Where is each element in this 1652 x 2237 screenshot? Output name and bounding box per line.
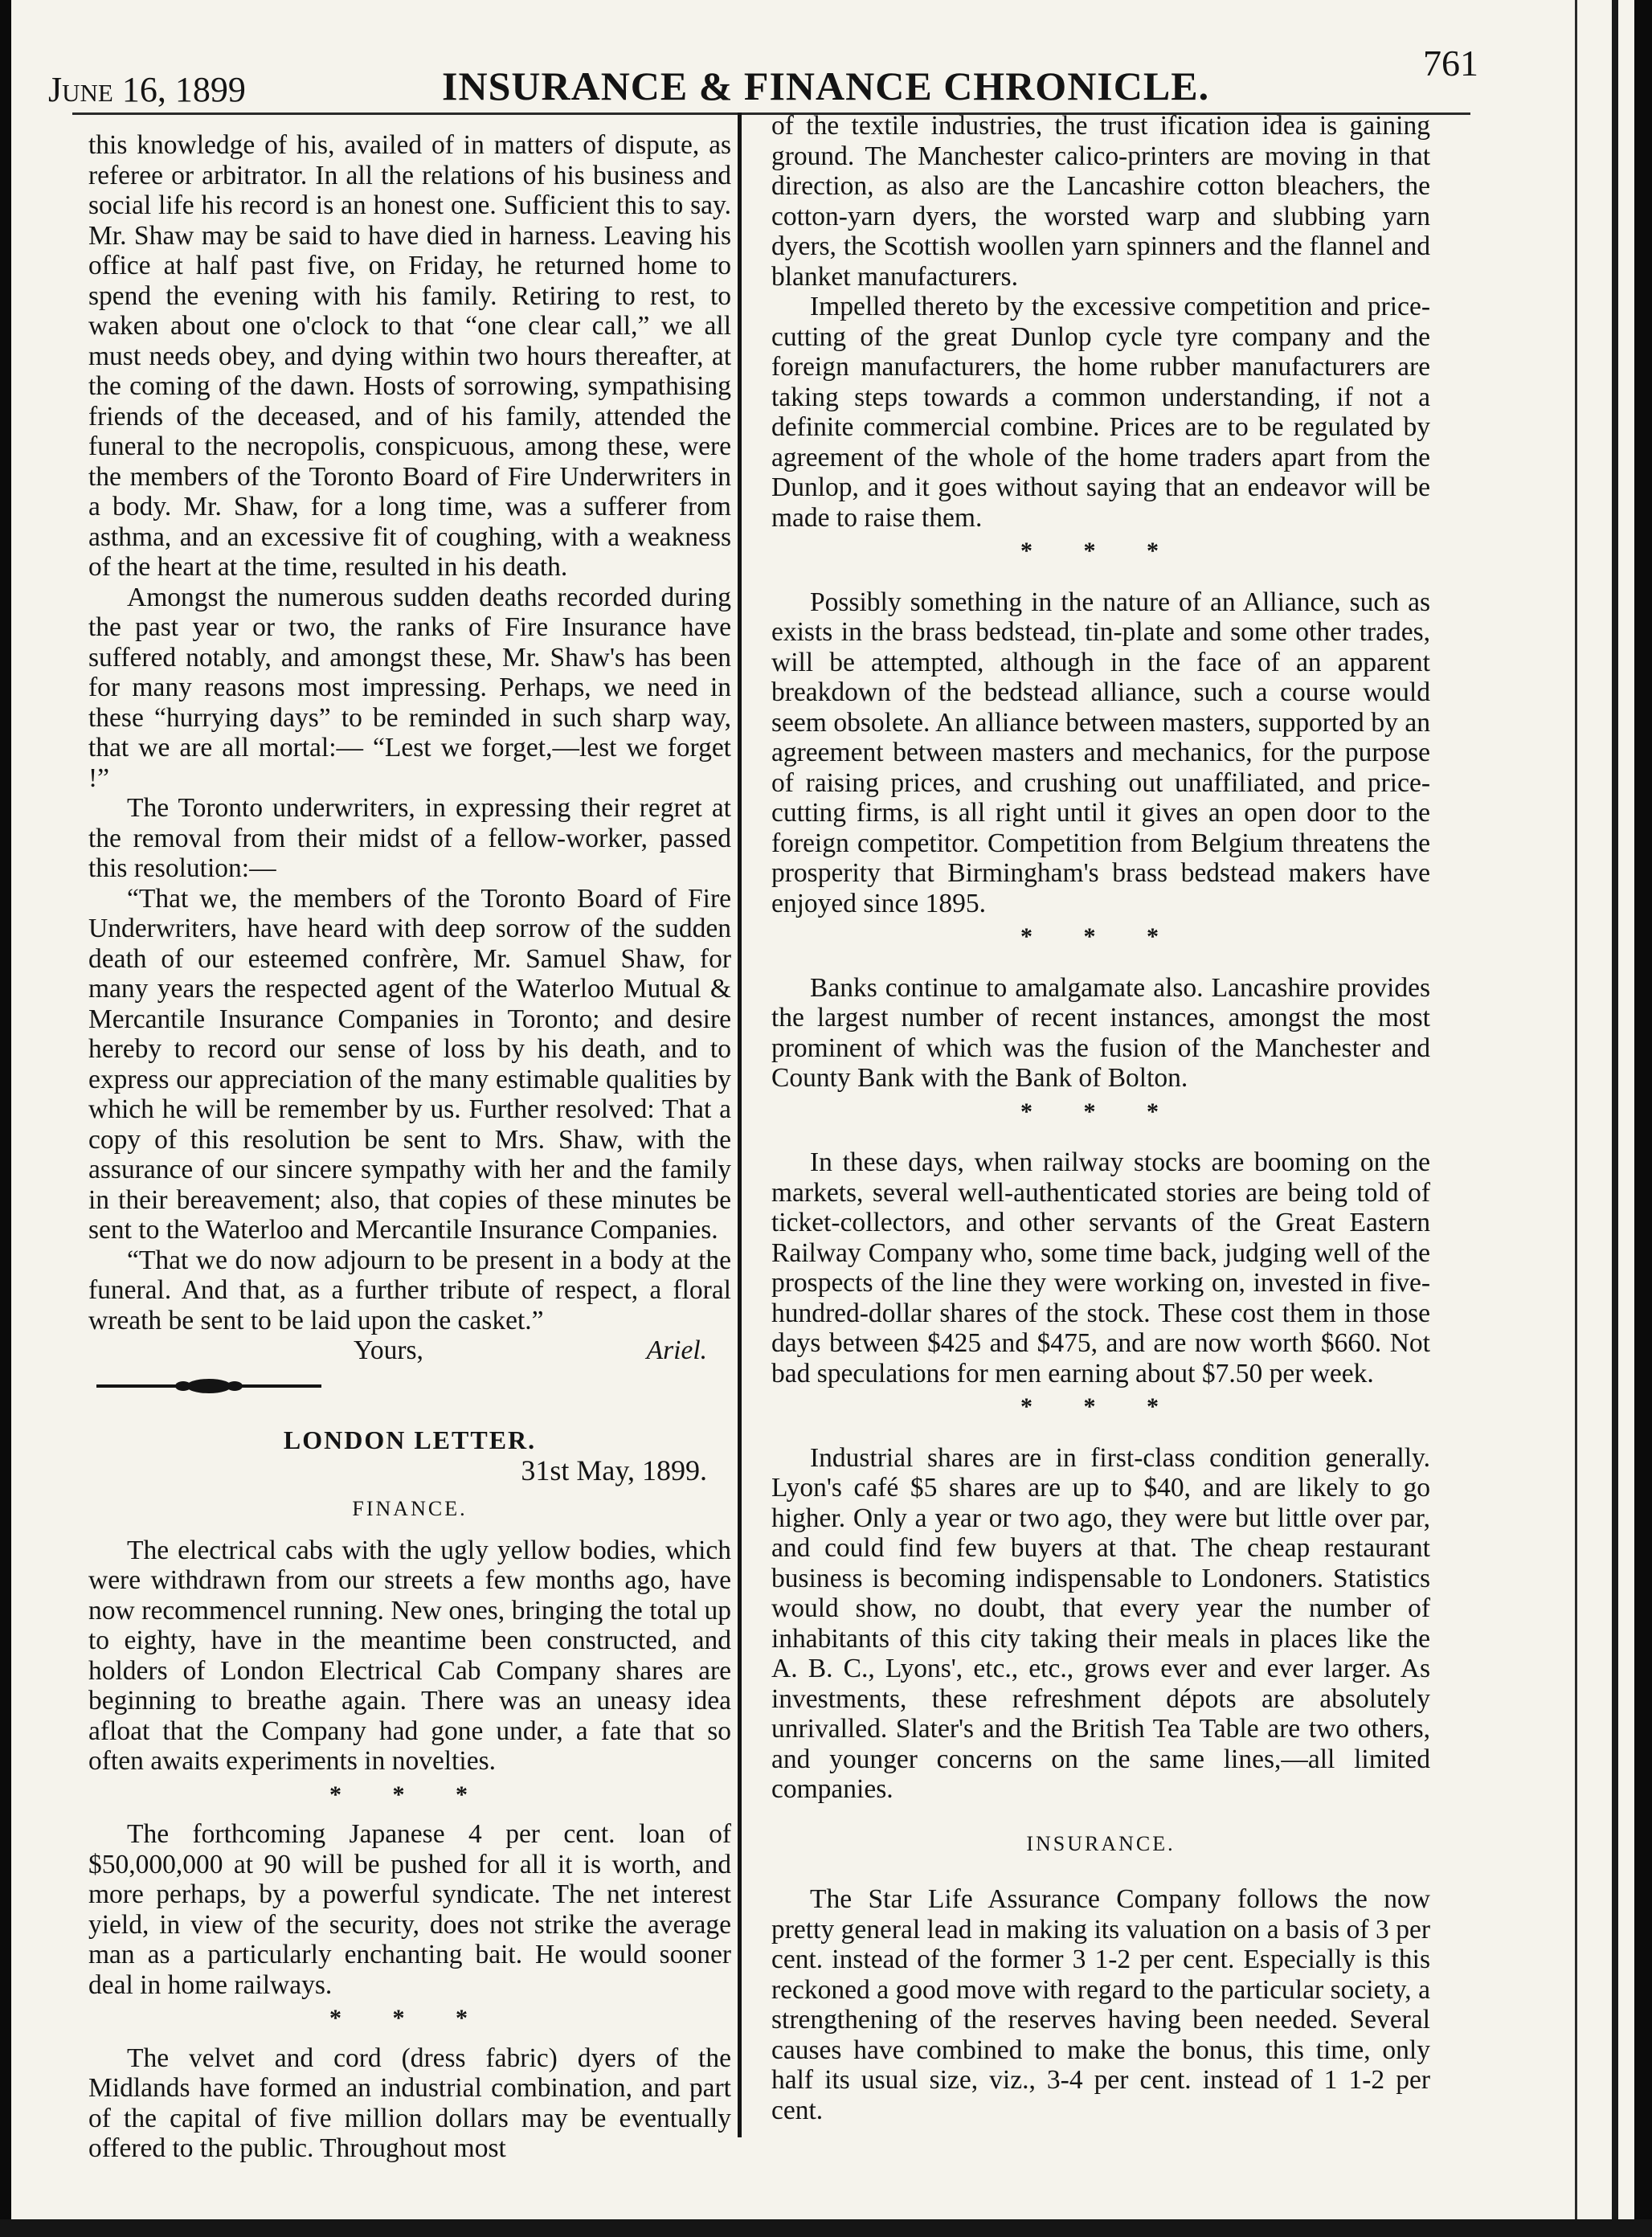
letter-dateline: 31st May, 1899. [521, 1454, 707, 1487]
article-paragraph: of the textile industries, the trust ification idea is gaining ground. The Manchester calico-printers are moving in that direction, as also are the Lancashire cotton bleachers, the cotton-yarn dyers, the worsted warp and slubbing yarn dyers, the Scottish woollen yarn spinners and the flannel and blanket manufacturers. [771, 111, 1430, 292]
publication-title: INSURANCE & FINANCE CHRONICLE. [442, 63, 1210, 108]
article-paragraph: Possibly something in the nature of an Alliance, such as exists in the brass bedstead, tin-plate and some other trades, will be attempted, although in the face of an apparent breakdown of the bedstead alliance, such a course would seem obsolete. An alliance between masters, supported by an agreement between masters and mechanics, for the purpose of raising prices, and crushing out unaffiliated, and price-cutting firms, is all right until it gives an open door to the foreign competitor. Competition from Belgium threatens the prosperity that Birmingham's brass bedstead makers have enjoyed since 1895. [771, 587, 1430, 918]
subhead-insurance: INSURANCE. [1026, 1831, 1176, 1855]
right-column [771, 111, 1430, 2125]
section-separator: * * * [1020, 538, 1181, 564]
page-number: 761 [1423, 43, 1478, 84]
obituary-paragraph: this knowledge of his, availed of in matters of dispute, as referee or arbitrator. In all the relations of his business and social life his record is an honest one. Sufficient this to say. Mr. Shaw may be said to have died in harness. Leaving his office at half past five, on Friday, he returned home to spend the evening with his family. Retiring to rest, to waken about one o'clock to that “one clear call,” we all must needs obey, and dying within two hours thereafter, at the coming of the dawn. Hosts of sorrowing, sympathising friends of the deceased, and of his family, attended the funeral to the necropolis, conspicuous, among these, were the members of the Toronto Board of Fire Underwriters in a body. Mr. Shaw, for a long time, was a sufferer from asthma, and an excessive fit of coughing, with a weakness of the heart at the time, resulted in his death. [88, 130, 731, 582]
page-edge-bottom [0, 2219, 1652, 2237]
article-paragraph: The Star Life Assurance Company follows the now pretty general lead in making its valuation on a basis of 3 per cent. instead of the former 3 1-2 per cent. Especially is this reckoned a good move with regard to the particular society, a strengthening of the reserves having been needed. Several causes have combined to make the bonus, this time, only half its usual size, viz., 3-4 per cent. instead of 1 1-2 per cent. [771, 1884, 1430, 2125]
article-paragraph: In these days, when railway stocks are booming on the markets, several well-authenticated stories are being told of ticket-collectors, and other servants of the Great Eastern Railway Company who, some time back, judging well of the prospects of the line they were working on, invested in five-hundred-dollar shares of the stock. These cost them in those days between $425 and $475, and are now worth $660. Not bad speculations for men earning about $7.50 per week. [771, 1147, 1430, 1388]
finance-paragraph: The electrical cabs with the ugly yellow bodies, which were withdrawn from our streets a few months ago, have now recommencel running. New ones, bringing the total up to eighty, have in the meantime been constructed, and holders of London Electrical Cab Company shares are beginning to breathe again. There was an uneasy idea afloat that the Company had gone under, a fate that so often awaits experiments in novelties. [88, 1535, 731, 1776]
issue-date: June 16, 1899 [48, 70, 246, 109]
column-divider [738, 112, 742, 2137]
page-edge-left [0, 0, 11, 2237]
finance-paragraph: The velvet and cord (dress fabric) dyers of the Midlands have formed an industrial combination, and part of the capital of five million dollars may be eventually offered to the public. Throughout most [88, 2043, 731, 2163]
signoff: Yours, [354, 1335, 423, 1365]
section-separator: * * * [329, 1781, 490, 1808]
section-separator: * * * [1020, 1098, 1181, 1125]
binding-edge [1575, 0, 1584, 2237]
page-edge-inner-right [1612, 0, 1618, 2237]
finance-paragraph: The forthcoming Japanese 4 per cent. loan of $50,000,000 at 90 will be pushed for all it is worth, and more perhaps, by a powerful syndicate. The net interest yield, in view of the security, does not strike the average man as a particularly enchanting bait. He would sooner deal in home railways. [88, 1819, 731, 2000]
section-separator: * * * [329, 2005, 490, 2031]
obituary-paragraph: Amongst the numerous sudden deaths recorded during the past year or two, the ranks of Fire Insurance have suffered notably, and amongst these, Mr. Shaw's has been for many reasons most impressing. Perhaps, we need in these “hurrying days” to be reminded in such sharp way, that we are all mortal:— “Lest we forget,—lest we forget !” [88, 582, 731, 793]
resolution-paragraph: “That we, the members of the Toronto Board of Fire Underwriters, have heard with deep sorrow of the sudden death of our esteemed confrère, Mr. Samuel Shaw, for many years the respected agent of the Waterloo Mutual & Mercantile Insurance Companies in Toronto; and desire hereby to record our sense of loss by his death, and to express our appreciation of the many estimable qualities by which he will be remember by us. Further resolved: That a copy of this resolution be sent to Mrs. Shaw, with the assurance of our sincere sympathy with her and the family in their bereavement; also, that copies of these minutes be sent to the Waterloo and Mercantile Insurance Companies. [88, 883, 731, 1245]
ornament-divider [88, 1377, 329, 1395]
article-paragraph: Industrial shares are in first-class condition generally. Lyon's café $5 shares are up to $40, and are likely to go higher. Only a year or two ago, they were but little over par, and could find few buyers at that. The cheap restaurant business is becoming indispensable to Londoners. Statistics would show, no doubt, that every year the number of inhabitants of this city taking their meals in places like the A. B. C., Lyons', etc., etc., grows ever and ever larger. As investments, these refreshment dépots are absolutely unrivalled. Slater's and the British Tea Table are two others, and younger concerns on the same lines,—all limited companies. [771, 1442, 1430, 1804]
author-pseudonym: Ariel. [646, 1335, 707, 1365]
section-title: LONDON LETTER. [283, 1425, 537, 1454]
article-paragraph: Impelled thereto by the excessive competition and price-cutting of the great Dunlop cycle tyre company and the foreign manufacturers, the home rubber manufacturers are taking steps towards a common understanding, if not a definite commercial combine. Prices are to be regulated by agreement of the whole of the home traders apart from the Dunlop, and it goes without saying that an endeavor will be made to raise them. [771, 292, 1430, 533]
page-edge-right [1634, 0, 1652, 2237]
article-paragraph: Banks continue to amalgamate also. Lancashire provides the largest number of recent instances, amongst the most prominent of which was the fusion of the Manchester and County Bank with the Bank of Bolton. [771, 972, 1430, 1093]
left-column [88, 130, 731, 2164]
resolution-paragraph: “That we do now adjourn to be present in a body at the funeral. And that, as a further tribute of respect, a floral wreath be sent to be laid upon the casket.” [88, 1245, 731, 1335]
section-separator: * * * [1020, 923, 1181, 950]
section-separator: * * * [1020, 1393, 1181, 1420]
signature-line [88, 1335, 731, 1366]
obituary-paragraph: The Toronto underwriters, in expressing their regret at the removal from their midst of a fellow-worker, passed this resolution:— [88, 793, 731, 883]
running-header [48, 42, 1486, 114]
subhead-finance: FINANCE. [352, 1497, 468, 1520]
